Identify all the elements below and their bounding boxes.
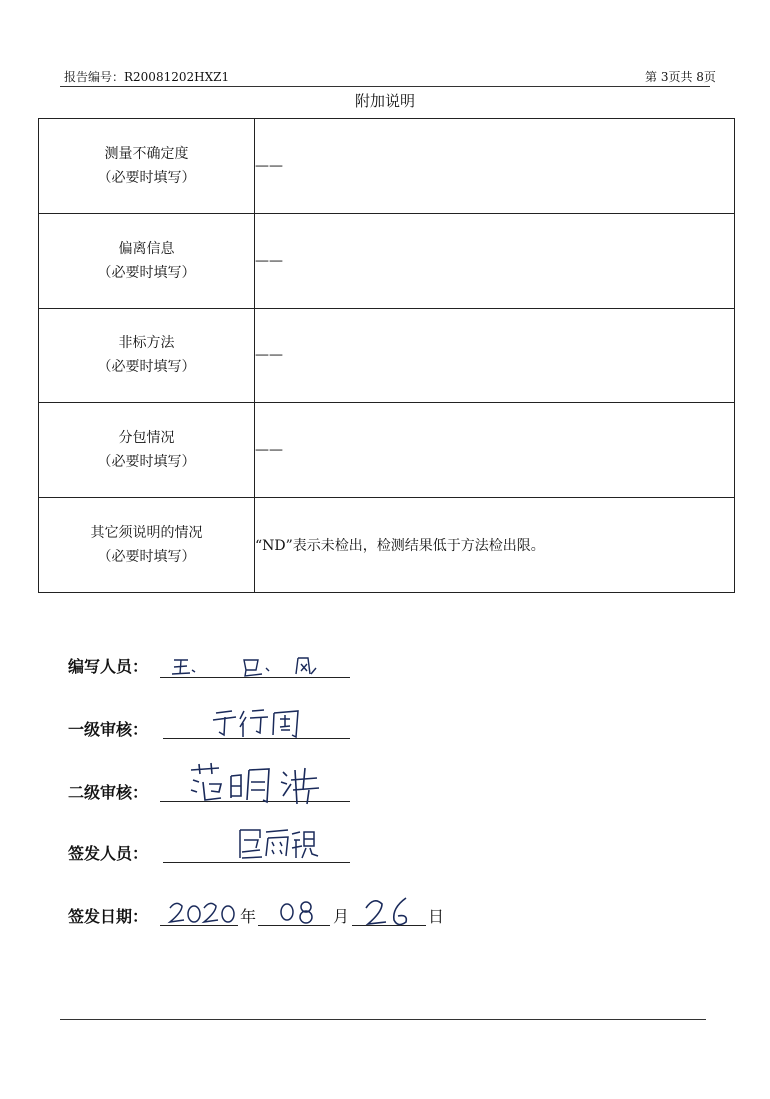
footer-rule: [60, 1019, 706, 1020]
review2-signature: [185, 760, 335, 808]
issuer-signature: [236, 824, 320, 862]
row-label-cell: [39, 308, 255, 403]
row-note: （必要时填写）: [97, 454, 196, 471]
row-label-cell: [39, 498, 255, 593]
row-label-cell: [39, 403, 255, 498]
row-note: （必要时填写）: [97, 359, 196, 376]
page-info: 第 3页共 8页: [645, 70, 716, 84]
date-label: 签发日期：: [68, 907, 149, 926]
row-value-cell: [255, 403, 735, 498]
report-number: 报告编号：R20081202HXZ1: [64, 70, 230, 84]
review2-label: 二级审核：: [68, 783, 149, 802]
header-rule: [60, 86, 710, 87]
row-note: （必要时填写）: [97, 169, 196, 186]
row-label-cell: [39, 213, 255, 308]
month-handwriting: [278, 898, 318, 926]
year-unit: 年: [240, 907, 257, 926]
table-row: [39, 403, 735, 498]
row-value-cell: [255, 498, 735, 593]
row-label: 其它须说明的情况: [90, 525, 203, 542]
issuer-label: 签发人员：: [68, 844, 149, 863]
table-row: [39, 213, 735, 308]
row-value: ——: [255, 252, 283, 269]
row-value: ——: [255, 347, 283, 364]
row-label: 测量不确定度: [104, 145, 189, 162]
row-value-cell: [255, 213, 735, 308]
review1-label: 一级审核：: [68, 720, 149, 739]
row-value: ——: [255, 442, 283, 459]
table-row: [39, 308, 735, 403]
writer-label: 编写人员：: [68, 657, 149, 676]
review1-signature: [210, 705, 310, 741]
table-row: [39, 119, 735, 214]
row-label: 分包情况: [118, 430, 175, 447]
row-value: “ND”表示未检出，检测结果低于方法检出限。: [255, 538, 545, 555]
day-unit: 日: [428, 907, 445, 926]
row-value-cell: [255, 119, 735, 214]
row-note: （必要时填写）: [97, 549, 196, 566]
row-label: 偏离信息: [118, 240, 175, 257]
row-note: （必要时填写）: [97, 264, 196, 281]
row-label: 非标方法: [118, 335, 175, 352]
day-handwriting: [362, 894, 416, 928]
month-unit: 月: [333, 907, 350, 926]
row-value-cell: [255, 308, 735, 403]
row-label-cell: [39, 119, 255, 214]
writer-signature: [170, 652, 340, 678]
row-value: ——: [255, 157, 283, 174]
additional-info-table: [38, 118, 735, 593]
table-row: [39, 498, 735, 593]
issuer-signature-line: [163, 862, 350, 863]
year-handwriting: [166, 896, 238, 928]
page-title: 附加说明: [354, 92, 415, 110]
